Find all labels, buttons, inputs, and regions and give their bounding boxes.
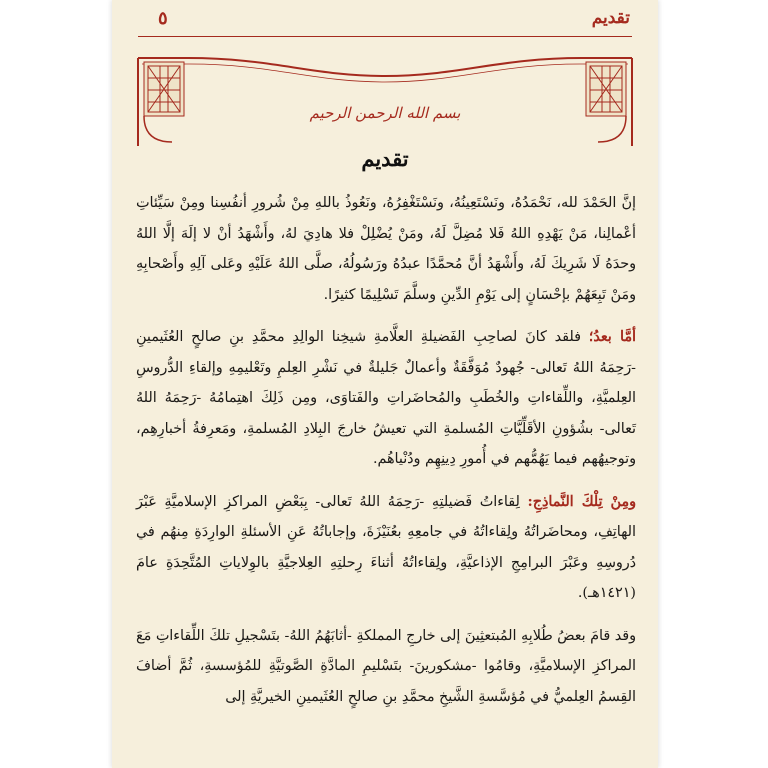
paragraph-1 <box>136 188 636 310</box>
book-page <box>112 0 658 768</box>
paragraph-lead: ومِنْ تِلْكَ النَّماذِجِ: <box>527 493 636 510</box>
paragraph-lead: أمَّا بعدُ؛ <box>588 329 636 345</box>
paragraph-4 <box>136 621 636 713</box>
paragraph-text: فلقد كانَ لصاحِبِ الفَضيلةِ العلَّامةِ شيخِنا الوالِدِ محمَّدِ بنِ صالحٍ العُثَيمينِ -رَحِمَهُ اللهُ تَعالى- جُهودٌ مُوَفَّقَةٌ وأعمالٌ جَليلةٌ في نَشْرِ العِلمِ وتَعْليمِهِ وإلقاءِ الدُّروسِ العِلميَّةِ، واللِّقاءاتِ والخُطَبِ والمُحاضَراتِ والفَتاوَى، ومِن ذَلِكَ اهتِمامُهُ -رَحِمَهُ اللهُ تَعالى- بشُؤونِ الأقَلِّيَّاتِ المُسلمةِ التي تعيشُ خارجَ البِلادِ المُسلمةِ، ومَعرِفةُ أخبارِهِم، وتوجيهُهم فيما يَهُمُّهم في أُمورِ دِينِهِم ودُنْياهُم. <box>136 329 636 467</box>
paragraph-2 <box>136 322 636 475</box>
body-text <box>136 188 636 724</box>
chapter-title: تقديم <box>361 146 409 171</box>
paragraph-3 <box>136 487 636 609</box>
paragraph-text: وقد قامَ بعضُ طُلابِهِ المُبتعثِينَ إلى خارجِ المملكةِ -أثابَهُمُ اللهُ- بتَسْجيلِ تلكَ اللِّقاءاتِ مَعَ المراكزِ الإسلاميَّةِ، وقامُوا -مشكورينَ- بتَسْليمِ المادَّةِ الصَّوتيَّةِ للمُؤسسةِ، ثُمَّ أضافَ القِسمُ العِلميُّ في مُؤسَّسةِ الشَّيخِ محمَّدِ بنِ صالحٍ العُثَيمينِ الخيريَّةِ إلى <box>136 627 636 705</box>
basmala: بسم الله الرحمن الرحيم <box>309 104 461 122</box>
running-header-title: تقديم <box>591 8 630 28</box>
page-number: ٥ <box>158 8 168 29</box>
page-header <box>112 0 658 46</box>
paragraph-text: لِقاءاتُ فَضيلتِهِ -رَحِمَهُ اللهُ تَعالى- بِبَعْضِ المراكزِ الإسلاميَّةِ عَبْرَ الهاتِفِ، ومحاضَراتُهُ ولِقاءاتُهُ في جامعِهِ بعُنَيْزَةَ، وإجاباتُهُ عَنِ الأسئلةِ الوارِدَةِ مِنهُم في دُروسِهِ وعَبْرَ البرامِجِ الإذاعيَّةِ، ولِقاءاتُهُ أثناءَ رِحلتِهِ العِلاجيَّةِ بالوِلاياتِ المُتَّحِدَةِ عامَ (١٤٢١هـ). <box>136 493 636 601</box>
ornamental-frame <box>112 46 658 156</box>
header-rule <box>138 36 632 37</box>
paragraph-text: إنَّ الحَمْدَ لله، نَحْمَدُهُ، ونَسْتَعِينُهُ، ونَسْتَغْفِرُهُ، ونَعُوذُ باللهِ مِنْ شُرورِ أنفُسِنا ومِنْ سَيِّئاتِ أعْمالِنا، مَنْ يَهْدِهِ اللهُ فَلا مُضِلَّ لَهُ، ومَنْ يُضْلِلْ فلا هادِيَ لهُ، وأَشْهَدُ أنْ لا إلَهَ إلَّا اللهُ وحدَهُ لَا شَرِيكَ لَهُ، وأَشْهَدُ أنَّ مُحمَّدًا عبدُهُ ورَسُولُهُ، صلَّى اللهُ عَلَيْهِ وعَلى آلِهِ وأَصْحابِهِ ومَنْ تَبِعَهُمْ بإحْسَانٍ إلى يَوْمِ الدِّينِ وسلَّمَ تَسْلِيمًا كثيرًا. <box>136 195 636 303</box>
